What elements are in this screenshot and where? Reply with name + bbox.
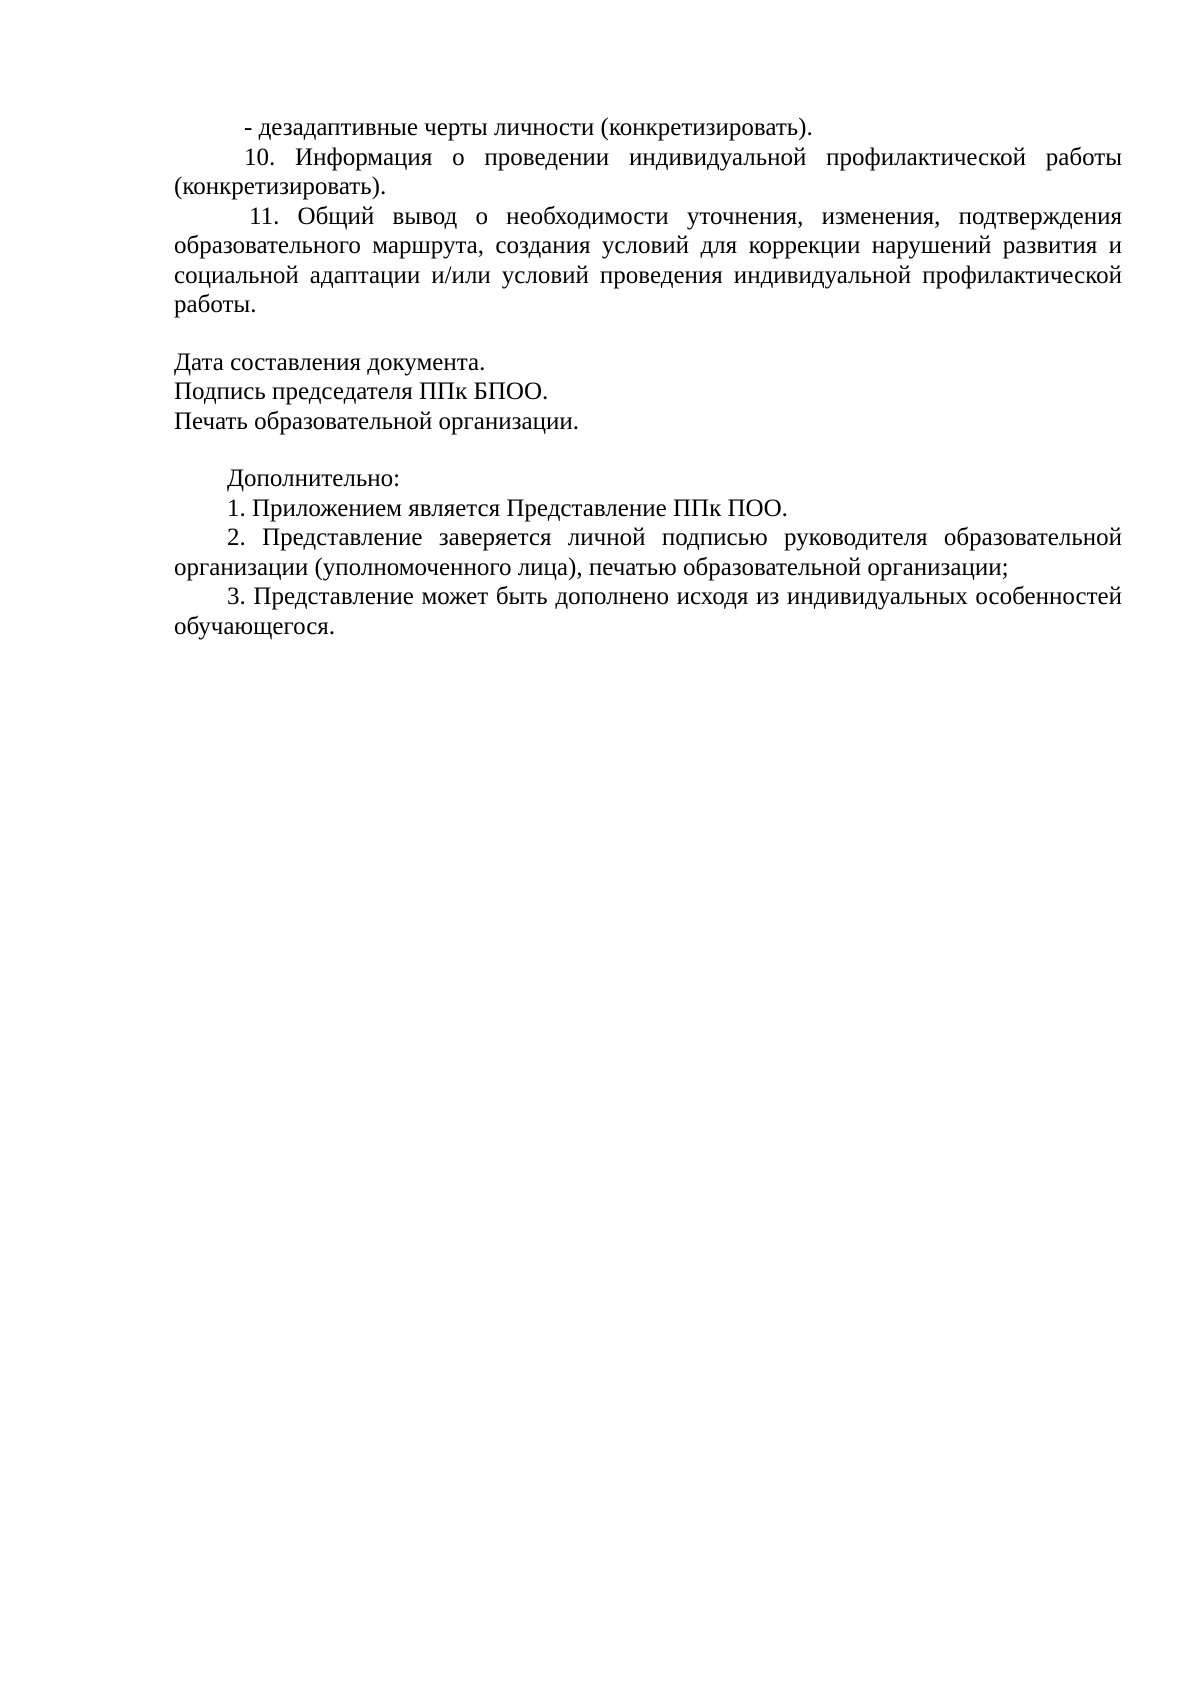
spacer (174, 436, 1122, 464)
date-line: Дата составления документа. (174, 348, 486, 376)
chair-signature-line: Подпись председателя ППк БПОО. (174, 378, 549, 405)
item-11-general-conclusion: 11. Общий вывод о необходимости уточнения, изменения, подтверждения образовательного маршрута, создания условий для коррекции нарушений развития и социальной адаптации и/или условий проведения индивидуальной профилактической работы. (174, 202, 1122, 318)
dash-item-maladaptive-traits: - дезадаптивные черты личности (конкретизировать). (244, 114, 813, 141)
additional-point-3: 3. Представление может быть дополнено исходя из индивидуальных особенностей обучающегося. (174, 583, 1122, 640)
item-10-preventive-work: 10. Информация о проведении индивидуальной профилактической работы (конкретизировать). (174, 143, 1122, 200)
additional-point-1: 1. Приложением является Представление ППк ПОО. (227, 494, 788, 522)
additional-point-2: 2. Представление заверяется личной подписью руководителя образовательной организации (уполномоченного лица), печатью образовательной организации; (174, 524, 1122, 581)
seal-line: Печать образовательной организации. (174, 407, 579, 435)
document-body (174, 113, 1122, 641)
additional-heading: Дополнительно: (227, 465, 401, 492)
spacer (174, 320, 1122, 348)
